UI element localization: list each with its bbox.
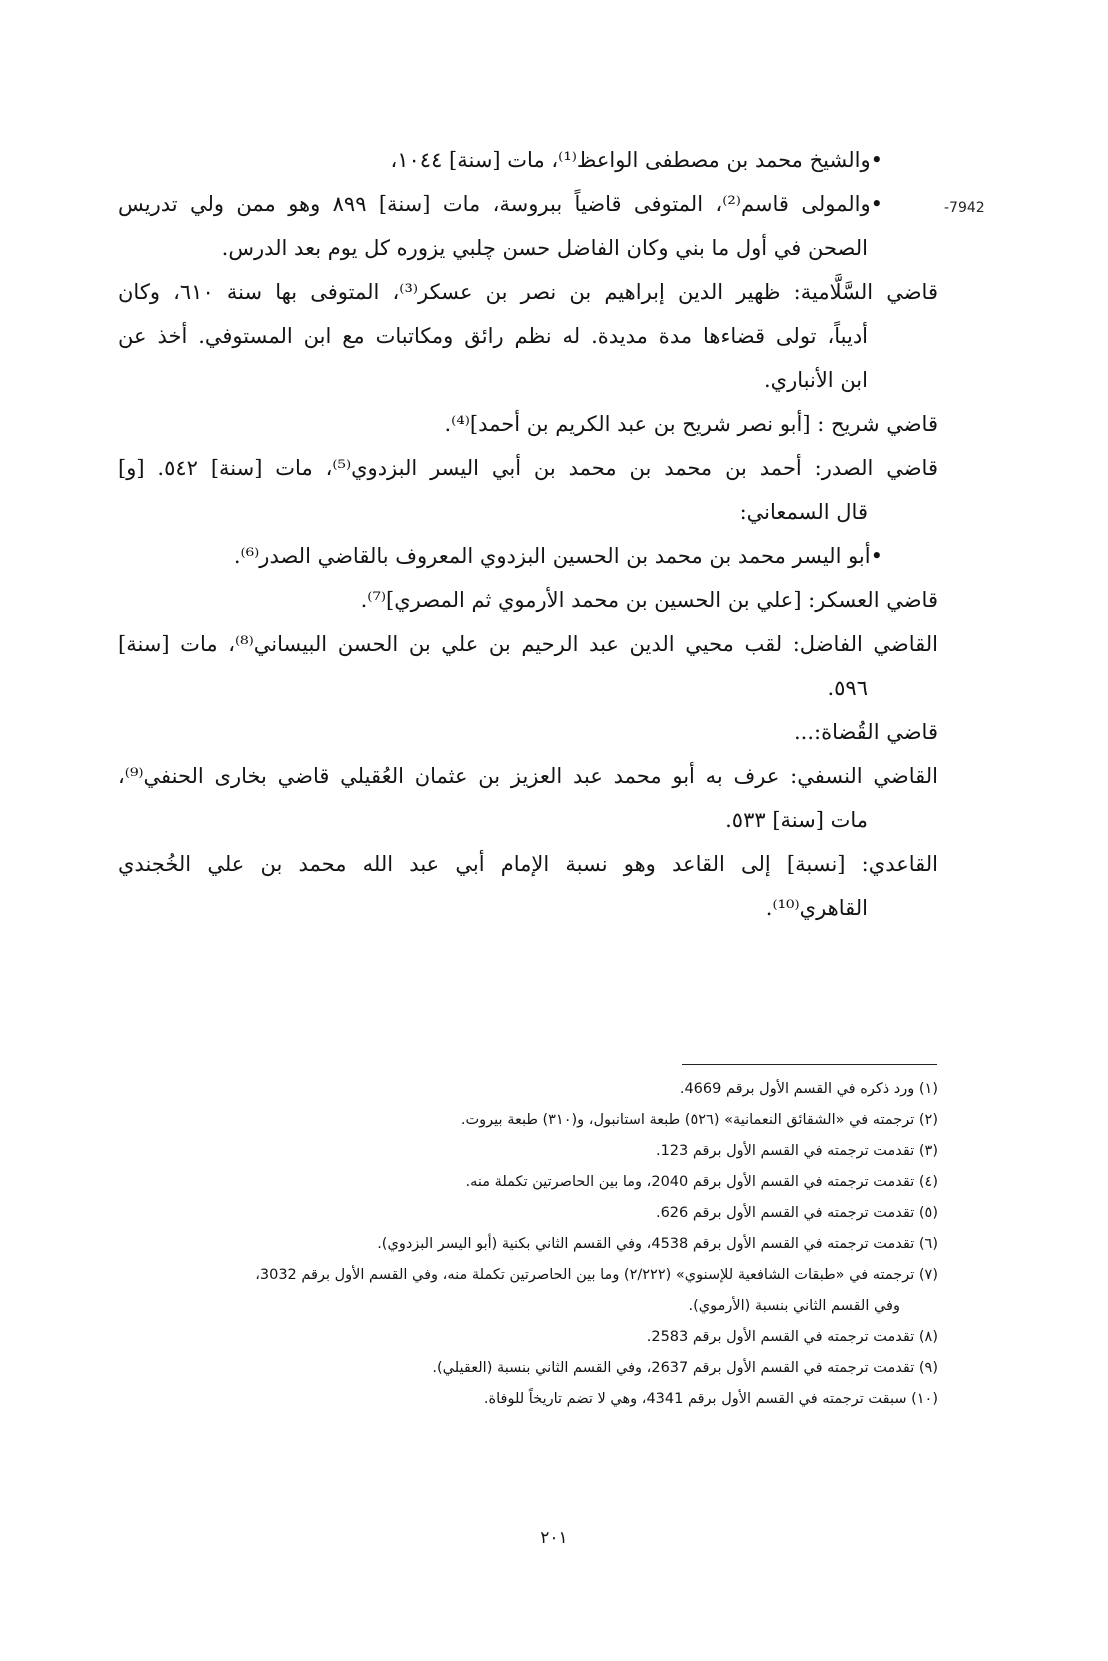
text-line: قال السمعاني: — [739, 500, 868, 524]
text-line: مات [سنة] ٥٣٣. — [725, 808, 868, 832]
text-line: القاضي الفاضل: لقب محيي الدين عبد الرحيم بن علي بن الحسن البيساني⁽⁸⁾، مات [سنة] — [118, 632, 938, 656]
text-line: القاهري⁽¹⁰⁾. — [765, 896, 868, 920]
footnote: (٣) تقدمت ترجمته في القسم الأول برقم 123. — [655, 1143, 938, 1159]
text-line: قاضي السَّلَّامية: ظهير الدين إبراهيم بن نصر بن عسكر⁽³⁾، المتوفى بها سنة ٦١٠، وكان — [118, 280, 938, 304]
footnote-continuation: وفي القسم الثاني بنسبة (الأرموي). — [688, 1298, 900, 1314]
text-line: •والمولى قاسم⁽²⁾، المتوفى قاضياً ببروسة، مات [سنة] ٨٩٩ وهو ممن ولي تدريس — [118, 192, 883, 216]
text-line: •والشيخ محمد بن مصطفى الواعظ⁽¹⁾، مات [سنة] ١٠٤٤، — [390, 148, 883, 172]
footnote: (٦) تقدمت ترجمته في القسم الأول برقم 4538، وفي القسم الثاني بكنية (أبو اليسر البزدوي). — [377, 1236, 938, 1252]
text-line: قاضي العسكر: [علي بن الحسين بن محمد الأرموي ثم المصري]⁽⁷⁾. — [360, 588, 938, 612]
footnote: (٩) تقدمت ترجمته في القسم الأول برقم 2637، وفي القسم الثاني بنسبة (العقيلي). — [432, 1360, 938, 1376]
footnote-separator — [682, 1064, 937, 1065]
footnote: (٤) تقدمت ترجمته في القسم الأول برقم 2040، وما بين الحاصرتين تكملة منه. — [465, 1174, 938, 1190]
footnote: (٢) ترجمته في «الشقائق النعمانية» (٥٢٦) طبعة استانبول، و(٣١٠) طبعة بيروت. — [460, 1112, 938, 1128]
text-line: قاضي القُضاة:... — [793, 720, 938, 744]
footnote: (١٠) سبقت ترجمته في القسم الأول برقم 4341، وهي لا تضم تاريخاً للوفاة. — [483, 1391, 938, 1407]
text-line: القاضي النسفي: عرف به أبو محمد عبد العزيز بن عثمان العُقيلي قاضي بخارى الحنفي⁽⁹⁾، — [118, 764, 938, 788]
page-number: ٢٠١ — [540, 1528, 568, 1548]
text-line: ٥٩٦. — [827, 676, 868, 700]
footnote: (٥) تقدمت ترجمته في القسم الأول برقم 626. — [655, 1205, 938, 1221]
entry-number-margin: -7942 — [944, 200, 985, 216]
footnote: (١) ورد ذكره في القسم الأول برقم 4669. — [679, 1081, 938, 1097]
footnotes — [118, 1074, 938, 1415]
text-line: الصحن في أول ما بني وكان الفاضل حسن چلبي يزوره كل يوم بعد الدرس. — [221, 236, 868, 260]
text-line: القاعدي: [نسبة] إلى القاعد وهو نسبة الإمام أبي عبد الله محمد بن علي الخُجندي — [118, 852, 938, 876]
text-line: قاضي الصدر: أحمد بن محمد بن محمد بن أبي اليسر البزدوي⁽⁵⁾، مات [سنة] ٥٤٢. [و] — [118, 456, 938, 480]
text-line: ابن الأنباري. — [764, 368, 868, 392]
text-line: قاضي شريح : [أبو نصر شريح بن عبد الكريم بن أحمد]⁽⁴⁾. — [444, 412, 938, 436]
footnote: (٧) ترجمته في «طبقات الشافعية للإسنوي» (٢/٢٢٢) وما بين الحاصرتين تكملة منه، وفي القسم الأول برقم 3032، — [255, 1267, 938, 1283]
main-text — [118, 138, 938, 930]
footnote: (٨) تقدمت ترجمته في القسم الأول برقم 2583. — [646, 1329, 938, 1345]
text-line: •أبو اليسر محمد بن محمد بن الحسين البزدوي المعروف بالقاضي الصدر⁽⁶⁾. — [233, 544, 883, 568]
text-line: أديباً، تولى قضاءها مدة مديدة. له نظم رائق ومكاتبات مع ابن المستوفي. أخذ عن — [118, 324, 868, 348]
